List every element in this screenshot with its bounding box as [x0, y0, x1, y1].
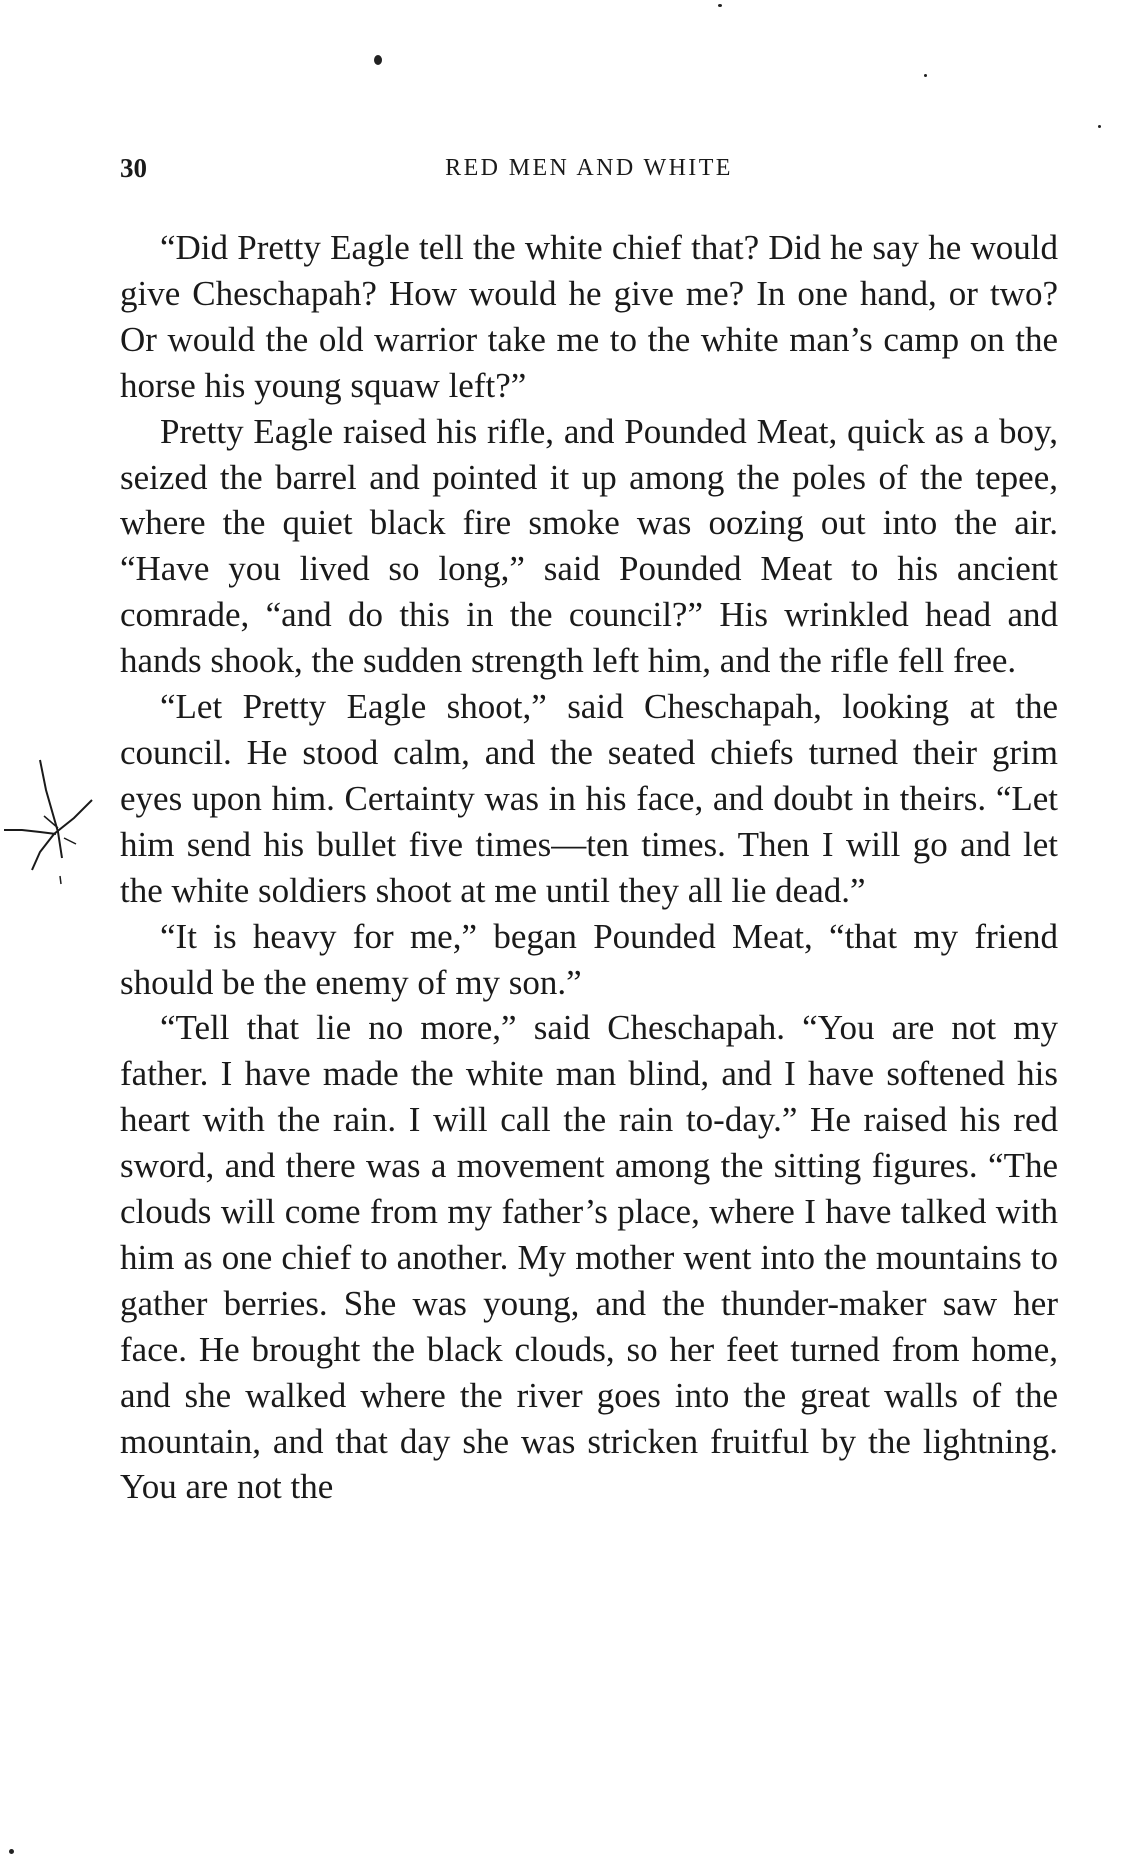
margin-x-mark-icon [0, 748, 100, 898]
page-header [120, 153, 1058, 193]
ink-speck [374, 55, 382, 65]
paragraph: Pretty Eagle raised his rifle, and Pounded Meat, quick as a boy, seized the barrel and pointed it up among the poles of the tepee, where the quiet black fire smoke was oozing out into the air. “Have you lived so long,” said Pounded Meat to his ancient comrade, “and do this in the council?” His wrinkled head and hands shook, the sudden strength left him, and the rifle fell free. [120, 411, 1058, 681]
ink-speck [718, 4, 722, 7]
paragraph: “It is heavy for me,” began Pounded Meat, “that my friend should be the enemy of my son.” [120, 916, 1058, 1002]
page-number: 30 [120, 153, 147, 183]
paragraph: “Let Pretty Eagle shoot,” said Cheschapah, looking at the council. He stood calm, and the seated chiefs turned their grim eyes upon him. Certainty was in his face, and doubt in theirs. “Let him send his bullet five times—ten times. Then I will go and let the white soldiers shoot at me until they all lie dead.” [120, 687, 1058, 910]
ink-speck [924, 74, 927, 77]
paragraph: “Tell that lie no more,” said Cheschapah. “You are not my father. I have made the white man blind, and I have softened his heart with the rain. I will call the rain to-day.” He raised his red sword, and there was a movement among the sitting figures. “The clouds will come from my father’s place, where I have talked with him as one chief to another. My mother went into the mountains to gather berries. She was young, and the thunder-maker saw her face. He brought the black clouds, so her feet turned from home, and she walked where the river goes into the great walls of the mountain, and that day she was stricken fruitful by the lightning. You are not the [120, 1008, 1058, 1507]
running-title: RED MEN AND WHITE [445, 155, 733, 181]
paragraph: “Did Pretty Eagle tell the white chief that? Did he say he would give Cheschapah? How would he give me? In one hand, or two? Or would the old warrior take me to the white man’s camp on the horse his young squaw left?” [120, 228, 1058, 405]
ink-speck [1098, 125, 1101, 128]
ink-speck [9, 1849, 14, 1854]
body-text [120, 225, 1058, 1510]
